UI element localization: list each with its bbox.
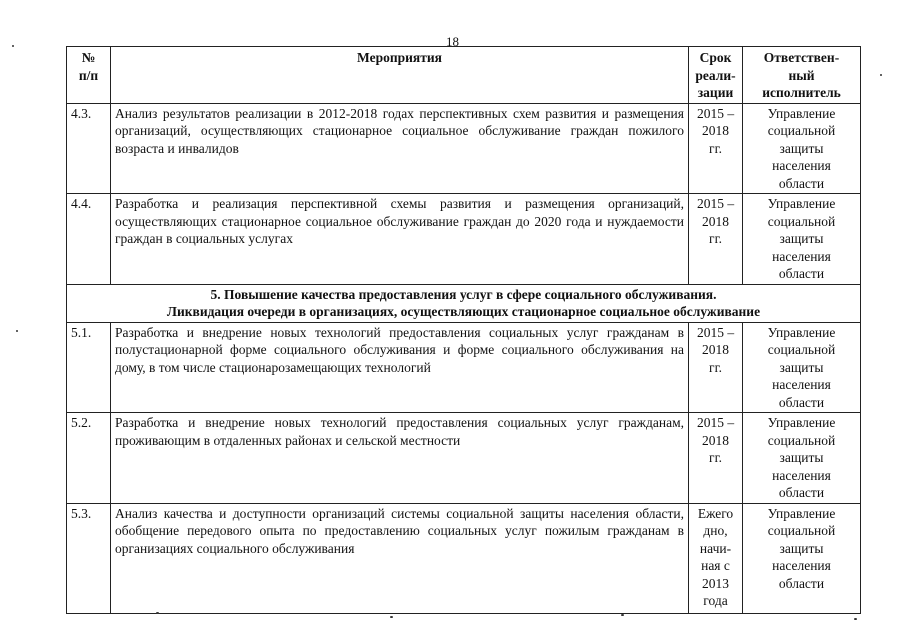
scan-speck (156, 612, 159, 614)
table-row (67, 413, 861, 504)
row-number: 5.3. (67, 503, 111, 613)
header-measures: Мероприятия (111, 47, 689, 104)
row-measure: Разработка и внедрение новых технологий предоставления социальных услуг гражданам в полустационарной форме социального обслуживания и форме социального обслуживания на дому, в том числе стационарозамещающих технологий (111, 322, 689, 413)
header-row (67, 47, 861, 104)
header-responsible: Ответствен- ный исполнитель (743, 47, 861, 104)
row-term: 2015 – 2018 гг. (689, 322, 743, 413)
row-responsible: Управление социальной защиты населения области (743, 103, 861, 194)
row-term: 2015 – 2018 гг. (689, 413, 743, 504)
row-number: 4.4. (67, 194, 111, 285)
section-row (67, 284, 861, 322)
row-measure: Анализ качества и доступности организаций системы социальной защиты населения области, обобщение передового опыта по предоставлению социальных услуг пожилым гражданам в организациях социального обслуживания (111, 503, 689, 613)
section-title-line2: Ликвидация очереди в организациях, осуществляющих стационарное социальное обслуживание (166, 303, 761, 319)
row-responsible: Управление социальной защиты населения области (743, 503, 861, 613)
row-responsible: Управление социальной защиты населения области (743, 413, 861, 504)
section-heading (67, 284, 861, 322)
table-row (67, 503, 861, 613)
row-measure: Разработка и внедрение новых технологий предоставления социальных услуг гражданам, проживающим в отдаленных районах и сельской местности (111, 413, 689, 504)
table-row (67, 194, 861, 285)
page-number: 18 (446, 34, 459, 49)
section-title-line1: 5. Повышение качества предоставления услуг в сфере социального обслуживания. (210, 286, 717, 302)
table-row (67, 103, 861, 194)
row-measure: Разработка и реализация перспективной схемы развития и размещения организаций, осуществляющих стационарное социальное обслуживание граждан до 2020 года и нуждаемости граждан в социальных услугах (111, 194, 689, 285)
row-number: 5.1. (67, 322, 111, 413)
header-term: Срок реали- зации (689, 47, 743, 104)
header-number: № п/п (67, 47, 111, 104)
row-number: 5.2. (67, 413, 111, 504)
scan-speck (854, 618, 857, 620)
scan-speck (621, 614, 624, 616)
table-row (67, 322, 861, 413)
action-plan-table (66, 46, 861, 614)
row-term: Ежего дно, начи- ная с 2013 года (689, 503, 743, 613)
row-number: 4.3. (67, 103, 111, 194)
scan-speck (16, 330, 18, 332)
scan-speck (12, 45, 14, 47)
row-responsible: Управление социальной защиты населения области (743, 322, 861, 413)
scan-speck (880, 74, 882, 76)
row-term: 2015 – 2018 гг. (689, 194, 743, 285)
row-responsible: Управление социальной защиты населения области (743, 194, 861, 285)
scan-speck (390, 616, 393, 618)
row-measure: Анализ результатов реализации в 2012-2018 годах перспективных схем развития и размещения организаций, осуществляющих стационарное социальное обслуживание граждан пожилого возраста и инвалидов (111, 103, 689, 194)
row-term: 2015 – 2018 гг. (689, 103, 743, 194)
